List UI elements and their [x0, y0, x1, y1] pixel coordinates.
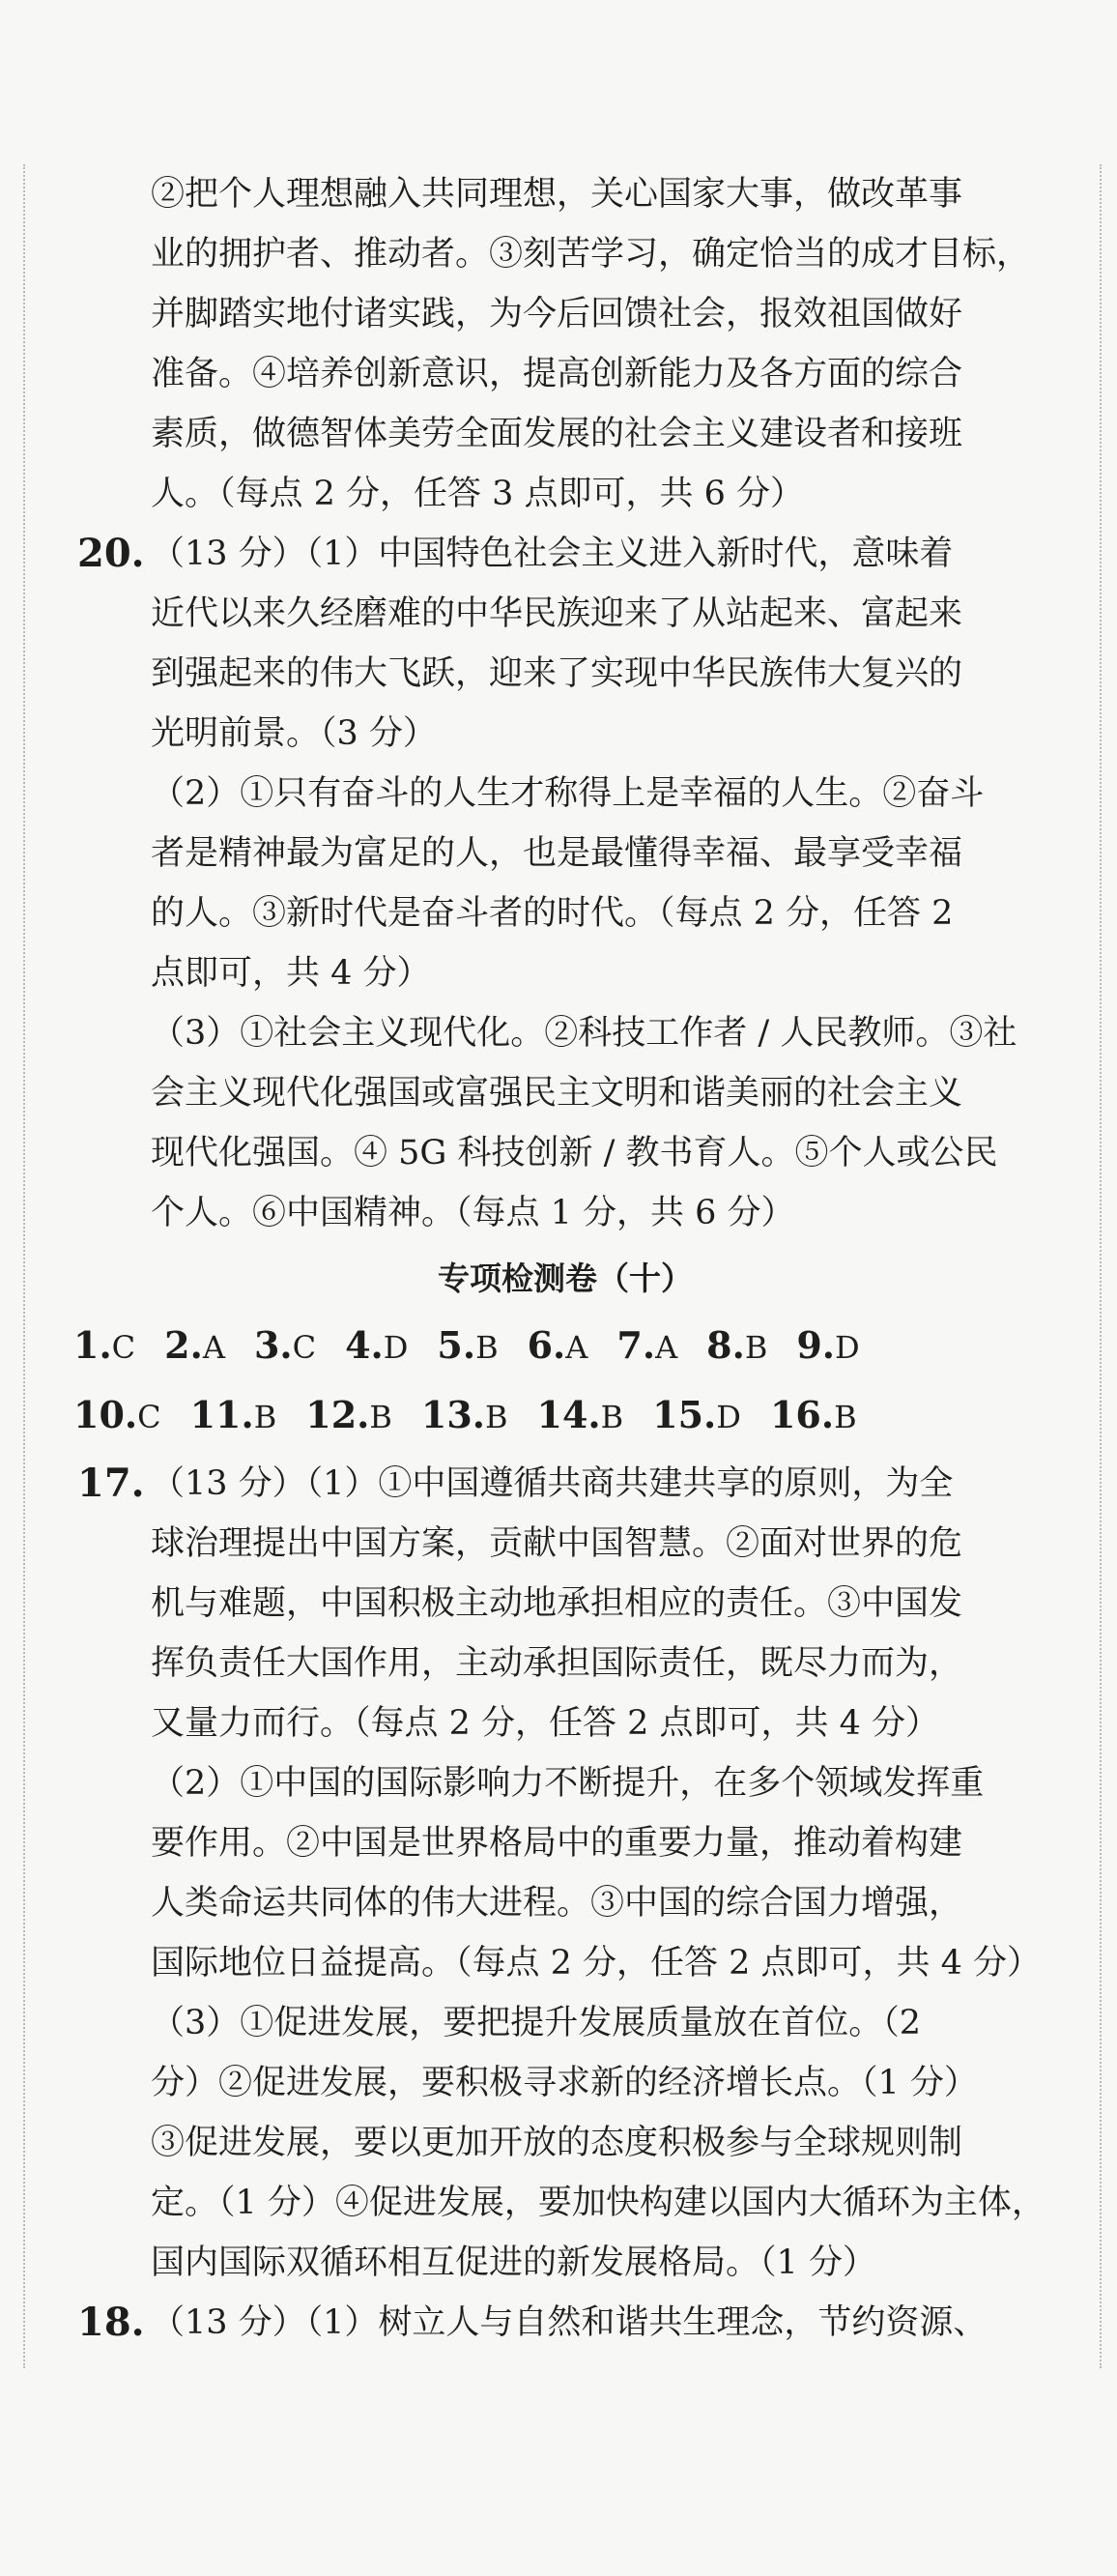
text-line: （13 分）（1）中国特色社会主义进入新时代，意味着	[151, 535, 954, 573]
text-line: （13 分）（1）①中国遵循共商共建共享的原则，为全	[151, 1464, 954, 1503]
answer-item: 10.C	[73, 1393, 161, 1436]
text-line: （2）①中国的国际影响力不断提升，在多个领域发挥重	[151, 1764, 985, 1803]
answer-row	[73, 1384, 1053, 1454]
text-line: 分）②促进发展，要积极寻求新的经济增长点。（1 分）	[151, 2064, 978, 2102]
text-line: 业的拥护者、推动者。③刻苦学习，确定恰当的成才目标，	[151, 235, 1031, 274]
question-number: 20.	[77, 531, 145, 576]
answer-item: 9.D	[796, 1323, 860, 1367]
text-line: ③促进发展，要以更加开放的态度积极参与全球规则制	[151, 2124, 963, 2162]
answer-item: 11.B	[189, 1393, 277, 1436]
answer-item: 6.A	[527, 1323, 588, 1367]
text-line: 人。（每点 2 分，任答 3 点即可，共 6 分）	[151, 475, 805, 513]
answer-item: 12.B	[305, 1393, 392, 1436]
right-margin-dotted-line	[1100, 164, 1102, 2368]
question-20	[77, 524, 1053, 1243]
answer-item: 2.A	[164, 1323, 225, 1367]
text-line: 要作用。②中国是世界格局中的重要力量，推动着构建	[151, 1824, 963, 1863]
answer-item: 5.B	[437, 1323, 499, 1367]
question-number: 17.	[77, 1461, 145, 1506]
text-line: 的人。③新时代是奋斗者的时代。（每点 2 分，任答 2	[151, 894, 954, 933]
text-line: 定。（1 分）④促进发展，要加快构建以国内大循环为主体，	[151, 2184, 1045, 2222]
text-line: （2）①只有奋斗的人生才称得上是幸福的人生。②奋斗	[151, 774, 985, 813]
text-line: 光明前景。（3 分）	[151, 714, 437, 753]
text-line: （3）①促进发展，要把提升发展质量放在首位。（2	[151, 2004, 922, 2042]
text-line: ②把个人理想融入共同理想，关心国家大事，做改革事	[151, 175, 963, 214]
intro-continuation	[77, 164, 1053, 524]
text-line: 现代化强国。④ 5G 科技创新 / 教书育人。⑤个人或公民	[151, 1134, 998, 1172]
answer-item: 4.D	[345, 1323, 409, 1367]
text-line: 国内国际双循环相互促进的新发展格局。（1 分）	[151, 2243, 876, 2282]
text-line: 人类命运共同体的伟大进程。③中国的综合国力增强，	[151, 1884, 963, 1923]
text-line: 球治理提出中国方案，贡献中国智慧。②面对世界的危	[151, 1524, 963, 1563]
answer-item: 13.B	[420, 1393, 508, 1436]
answer-item: 15.D	[652, 1393, 741, 1436]
text-line: （13 分）（1）树立人与自然和谐共生理念，节约资源、	[151, 2303, 988, 2342]
answer-row	[73, 1315, 1053, 1384]
left-margin-dotted-line	[23, 164, 25, 2368]
question-18	[77, 2293, 1053, 2353]
question-body	[151, 1454, 1053, 2293]
question-body	[151, 2293, 1053, 2353]
text-line: （3）①社会主义现代化。②科技工作者 / 人民教师。③社	[151, 1014, 1017, 1053]
answer-item: 16.B	[769, 1393, 857, 1436]
text-line: 到强起来的伟大飞跃，迎来了实现中华民族伟大复兴的	[151, 654, 963, 693]
question-body	[151, 524, 1053, 1243]
text-line: 并脚踏实地付诸实践，为今后回馈社会，报效祖国做好	[151, 295, 963, 333]
text-line: 素质，做德智体美劳全面发展的社会主义建设者和接班	[151, 415, 963, 453]
text-line: 挥负责任大国作用，主动承担国际责任，既尽力而为，	[151, 1644, 963, 1683]
text-line: 会主义现代化强国或富强民主文明和谐美丽的社会主义	[151, 1074, 963, 1113]
answer-item: 14.B	[536, 1393, 624, 1436]
answer-item: 1.C	[73, 1323, 136, 1367]
answer-item: 3.C	[253, 1323, 317, 1367]
text-line: 准备。④培养创新意识，提高创新能力及各方面的综合	[151, 355, 963, 393]
text-line: 国际地位日益提高。（每点 2 分，任答 2 点即可，共 4 分）	[151, 1944, 1042, 1983]
question-number: 18.	[77, 2300, 145, 2345]
question-17	[77, 1454, 1053, 2293]
text-line: 个人。⑥中国精神。（每点 1 分，共 6 分）	[151, 1194, 795, 1232]
text-line: 又量力而行。（每点 2 分，任答 2 点即可，共 4 分）	[151, 1704, 940, 1743]
answer-item: 7.A	[616, 1323, 678, 1367]
text-line: 者是精神最为富足的人，也是最懂得幸福、最享受幸福	[151, 834, 963, 873]
text-line: 点即可，共 4 分）	[151, 954, 431, 993]
section-title: 专项检测卷（十）	[438, 1259, 693, 1297]
text-line: 机与难题，中国积极主动地承担相应的责任。③中国发	[151, 1584, 963, 1623]
answer-item: 8.B	[706, 1323, 768, 1367]
text-line: 近代以来久经磨难的中华民族迎来了从站起来、富起来	[151, 594, 963, 633]
page-content	[73, 164, 1053, 2353]
